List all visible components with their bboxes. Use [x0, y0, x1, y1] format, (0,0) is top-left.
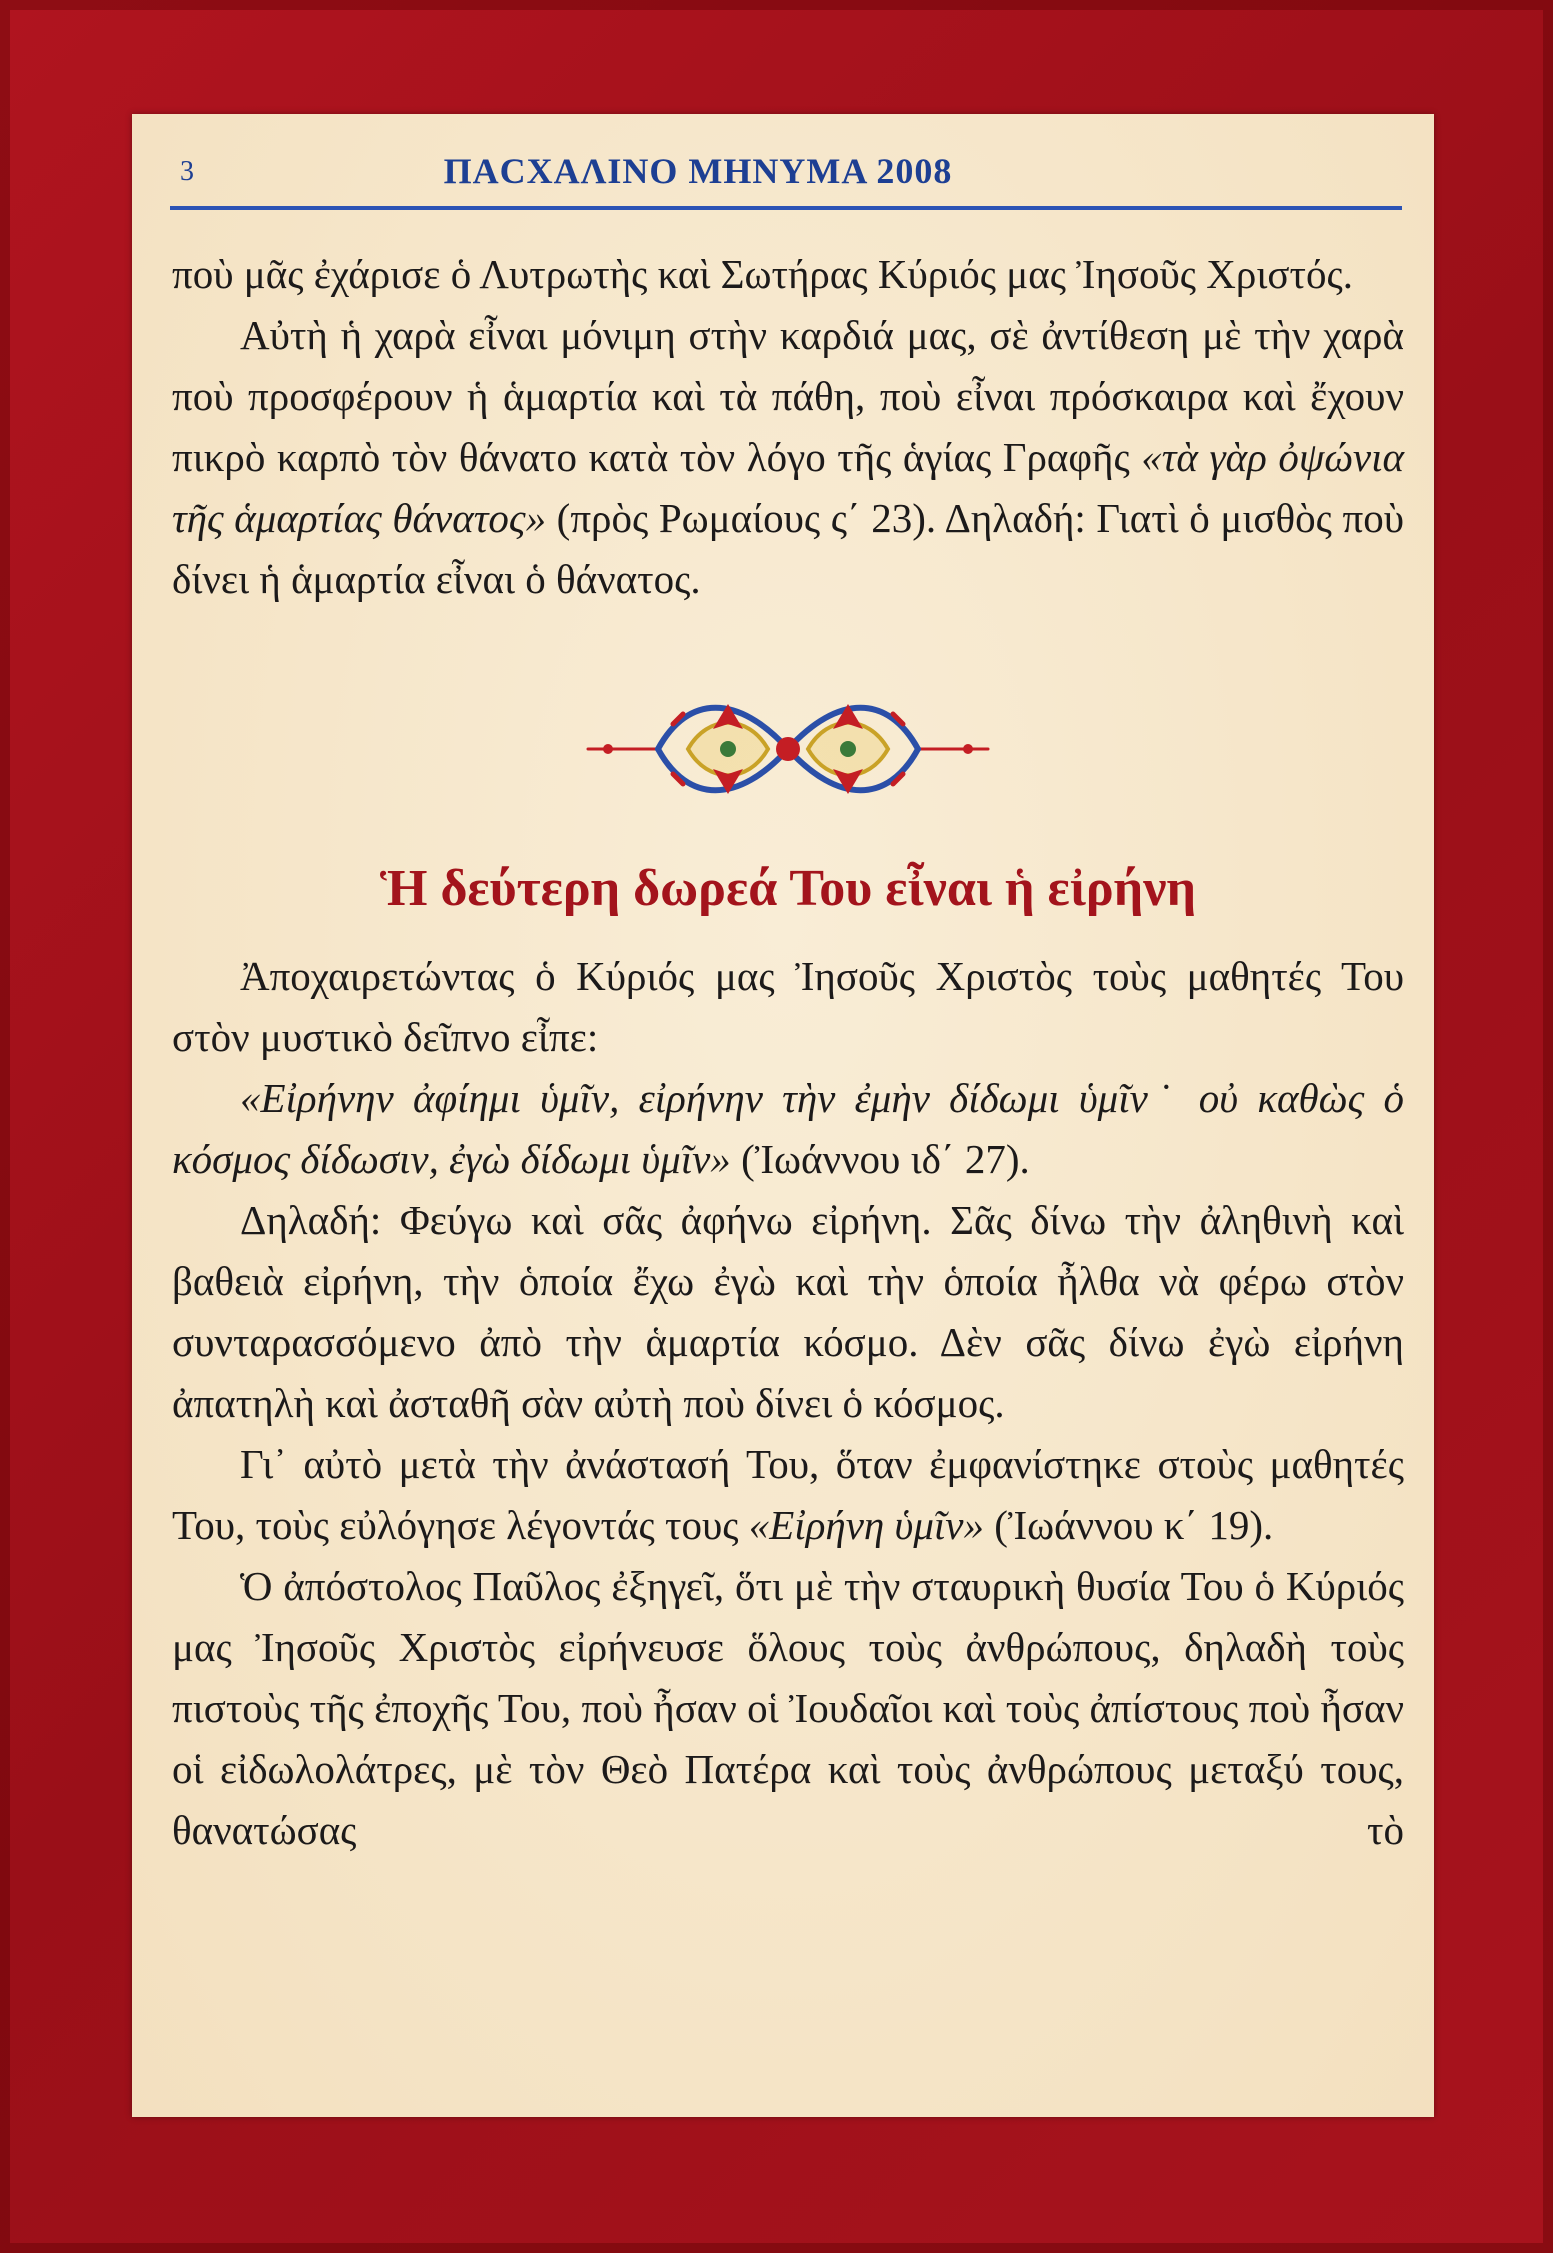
paragraph-farewell: Ἀποχαιρετώντας ὁ Κύριός μας Ἰησοῦς Χριστὸς τοὺς μαθητές Του στὸν μυστικὸ δεῖπνο εἶπε:: [172, 953, 1404, 1060]
page-sheet: [132, 114, 1434, 2117]
scripture-reference: (Ἰωάννου κ΄ 19).: [984, 1502, 1274, 1548]
byzantine-ornament-icon: [578, 684, 998, 814]
header-rule: [170, 206, 1402, 210]
paragraph-quote: [172, 1068, 1404, 1190]
section-title: Ἡ δεύτερη δωρεά Του εἶναι ἡ εἰρήνη: [380, 860, 1196, 917]
paragraph-continued: ποὺ μᾶς ἐχάρισε ὁ Λυτρωτὴς καὶ Σωτήρας Κύριός μας Ἰησοῦς Χριστός.: [172, 251, 1353, 297]
page-body: [172, 244, 1404, 1861]
running-header: [172, 144, 1404, 200]
paragraph-joy: [172, 305, 1404, 610]
paragraph-resurrection: [172, 1434, 1404, 1556]
scripture-reference: (Ἰωάννου ιδ΄ 27).: [730, 1136, 1030, 1182]
paragraph-text: Αὐτὴ ἡ χαρὰ εἶναι μόνιμη στὴν καρδιά μας, σὲ ἀντίθεση μὲ τὴν χαρὰ ποὺ προσφέρουν ἡ ἁμαρτία καὶ τὰ πάθη, ποὺ εἶναι πρόσκαιρα καὶ ἔχουν πικρὸ καρπὸ τὸν θάνατο κατὰ τὸν λόγο τῆς ἁγίας Γραφῆς: [172, 312, 1404, 480]
running-title: ΠΑCΧΑΛΙΝΟ ΜΗΝΥΜΑ 2008: [443, 151, 953, 191]
paragraph-text: Γι᾿ αὐτὸ μετὰ τὴν ἀνάστασή Του, ὅταν ἐμφανίστηκε στοὺς μαθητές Του, τοὺς εὐλόγησε λέγοντάς τους: [172, 1441, 1404, 1548]
paragraph-text: (πρὸς Ρωμαίους ς΄ 23). Δηλαδή: Γιατὶ ὁ μισθὸς ποὺ δίνει ἡ ἁμαρτία εἶναι ὁ θάνατος.: [172, 495, 1404, 602]
page-number: 3: [180, 156, 194, 187]
paragraph-explanation: Δηλαδή: Φεύγω καὶ σᾶς ἀφήνω εἰρήνη. Σᾶς δίνω τὴν ἀληθινὴ καὶ βαθειὰ εἰρήνη, τὴν ὁποία ἔχω ἐγὼ καὶ τὴν ὁποία ἦλθα νὰ φέρω στὸν συνταρασσόμενο ἀπὸ τὴν ἁμαρτία κόσμο. Δὲν σᾶς δίνω ἐγὼ εἰρήνη ἀπατηλὴ καὶ ἀσταθῆ σὰν αὐτὴ ποὺ δίνει ὁ κόσμος.: [172, 1197, 1404, 1426]
scripture-quote: «Εἰρήνην ἀφίημι ὑμῖν, εἰρήνην τὴν ἐμὴν δίδωμι ὑμῖν˙ οὐ καθὼς ὁ κόσμος δίδωσιν, ἐγὼ δίδωμι ὑμῖν»: [172, 1075, 1404, 1182]
scripture-quote: «τὰ γὰρ ὀψώνια τῆς ἁμαρτίας θάνατος»: [172, 434, 1405, 541]
scripture-quote: «Εἰρήνη ὑμῖν»: [748, 1502, 984, 1548]
paragraph-apostle-paul: Ὁ ἀπόστολος Παῦλος ἐξηγεῖ, ὅτι μὲ τὴν σταυρικὴ θυσία Του ὁ Κύριός μας Ἰησοῦς Χριστὸς εἰρήνευσε ὅλους τοὺς ἀνθρώπους, δηλαδὴ τοὺς πιστοὺς τῆς ἐποχῆς Του, ποὺ ἦσαν οἱ Ἰουδαῖοι καὶ τοὺς ἀπίστους ποὺ ἦσαν οἱ εἰδωλολάτρες, μὲ τὸν Θεὸ Πατέρα καὶ τοὺς ἀνθρώπους μεταξύ τους, θανατώσας τὸ: [172, 1563, 1404, 1853]
